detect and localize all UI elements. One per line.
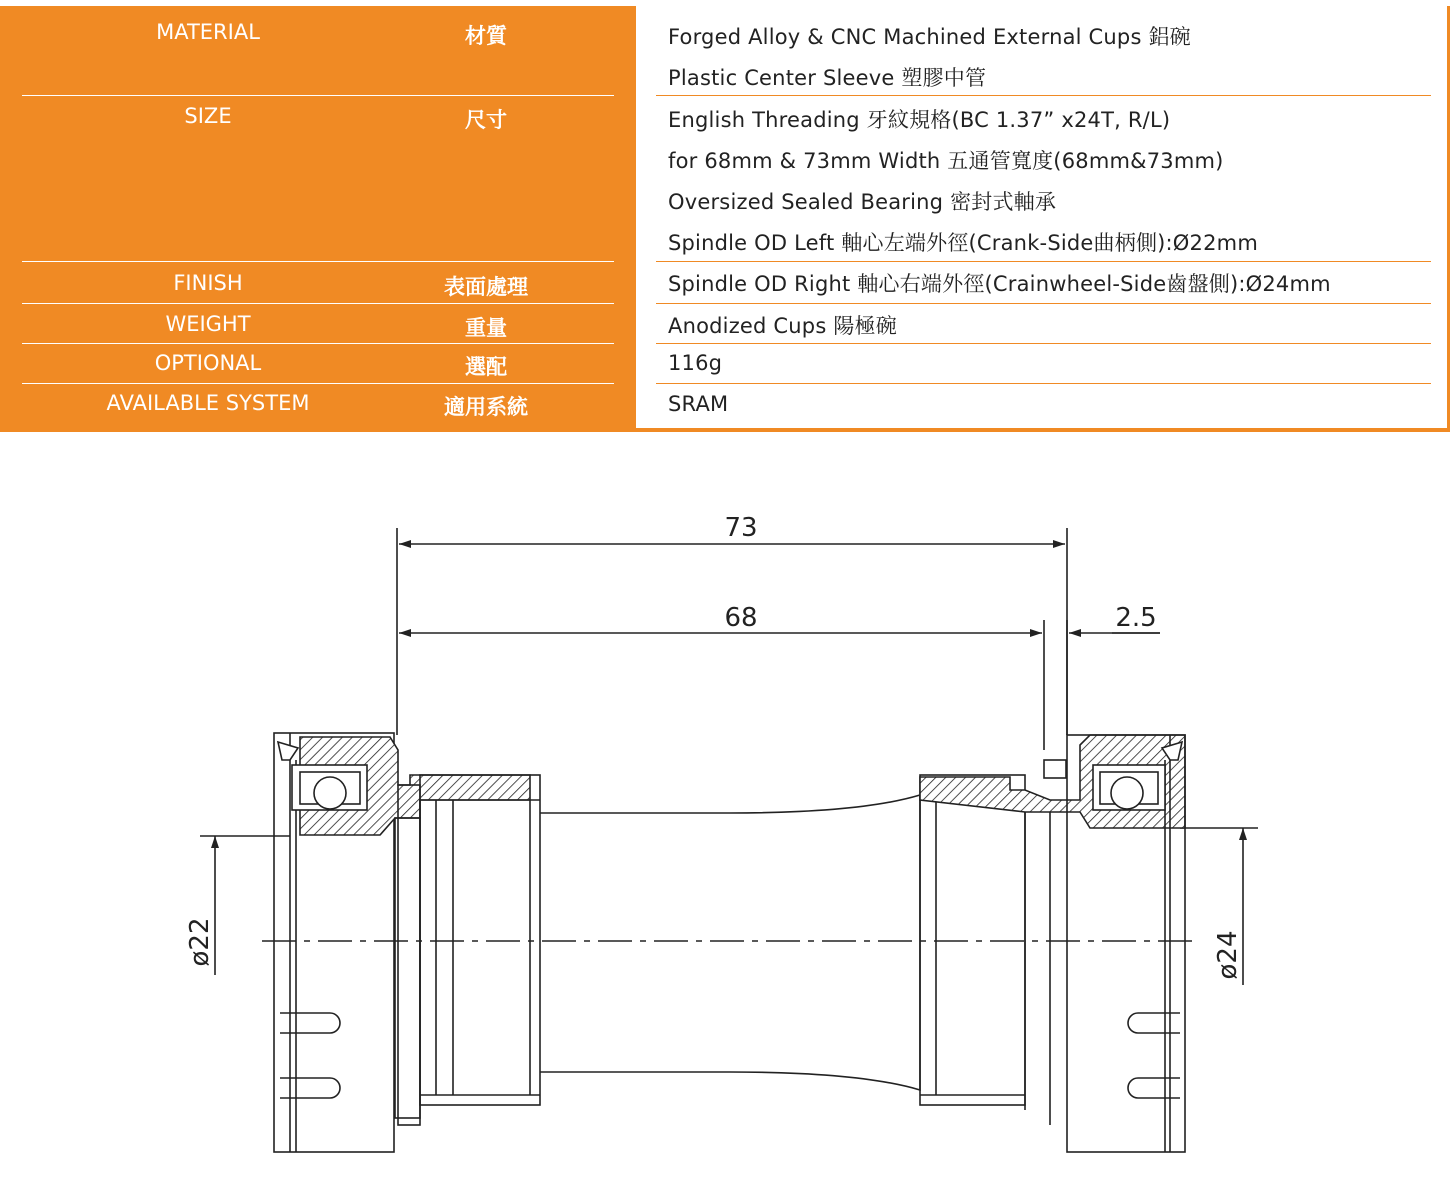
label-material-en: MATERIAL bbox=[156, 20, 260, 44]
value-divider bbox=[656, 303, 1431, 304]
label-size-en: SIZE bbox=[184, 104, 232, 128]
label-available-system-en: AVAILABLE SYSTEM bbox=[106, 391, 310, 415]
spec-label-row-finish bbox=[22, 261, 614, 304]
value-size-line-3: Oversized Sealed Bearing 密封式軸承 bbox=[668, 190, 1057, 214]
dimension-2.5-label: 2.5 bbox=[1115, 603, 1157, 633]
spec-label-column bbox=[0, 6, 636, 432]
value-size-line-2: for 68mm & 73mm Width 五通管寬度(68mm&73mm) bbox=[668, 149, 1224, 173]
spec-label-row-available-system bbox=[22, 383, 614, 429]
dimension-68-label: 68 bbox=[724, 603, 758, 633]
label-optional-en: OPTIONAL bbox=[154, 351, 262, 375]
spec-label-row-weight bbox=[22, 303, 614, 344]
value-system: SRAM bbox=[668, 392, 729, 416]
value-finish-line-2: Anodized Cups 陽極碗 bbox=[668, 314, 897, 338]
bottom-bracket-drawing bbox=[0, 440, 1450, 1193]
value-divider bbox=[656, 95, 1431, 96]
dimension-24-label: ø24 bbox=[1213, 930, 1243, 980]
spec-label-row-material bbox=[22, 6, 614, 95]
technical-drawing bbox=[0, 440, 1450, 1193]
label-size-zh: 尺寸 bbox=[465, 108, 507, 132]
label-optional-zh: 選配 bbox=[465, 355, 507, 379]
spec-label-row-optional bbox=[22, 343, 614, 384]
value-material-line-2: Plastic Center Sleeve 塑膠中管 bbox=[668, 66, 987, 90]
label-weight-en: WEIGHT bbox=[165, 312, 251, 336]
value-divider bbox=[656, 261, 1431, 262]
spec-label-row-size bbox=[22, 95, 614, 262]
label-material-zh: 材質 bbox=[465, 24, 507, 48]
dimension-73-label: 73 bbox=[724, 513, 758, 543]
value-finish-line-1: Spindle OD Right 軸心右端外徑(Crainwheel-Side齒盤側):Ø24mm bbox=[668, 272, 1331, 296]
label-finish-en: FINISH bbox=[173, 271, 243, 295]
label-finish-zh: 表面處理 bbox=[444, 275, 528, 299]
value-divider bbox=[656, 343, 1431, 344]
value-size-line-1: English Threading 牙紋規格(BC 1.37” x24T, R/L) bbox=[668, 108, 1171, 132]
value-divider bbox=[656, 383, 1431, 384]
dimension-22-label: ø22 bbox=[185, 917, 215, 967]
label-weight-zh: 重量 bbox=[465, 316, 507, 340]
spec-value-column bbox=[636, 6, 1450, 432]
label-available-system-zh: 適用系統 bbox=[444, 395, 528, 419]
value-weight: 116g bbox=[668, 351, 723, 375]
spec-table bbox=[0, 6, 1450, 432]
value-material-line-1: Forged Alloy & CNC Machined External Cups 鋁碗 bbox=[668, 25, 1191, 49]
value-size-line-4: Spindle OD Left 軸心左端外徑(Crank-Side曲柄側):Ø22mm bbox=[668, 231, 1258, 255]
